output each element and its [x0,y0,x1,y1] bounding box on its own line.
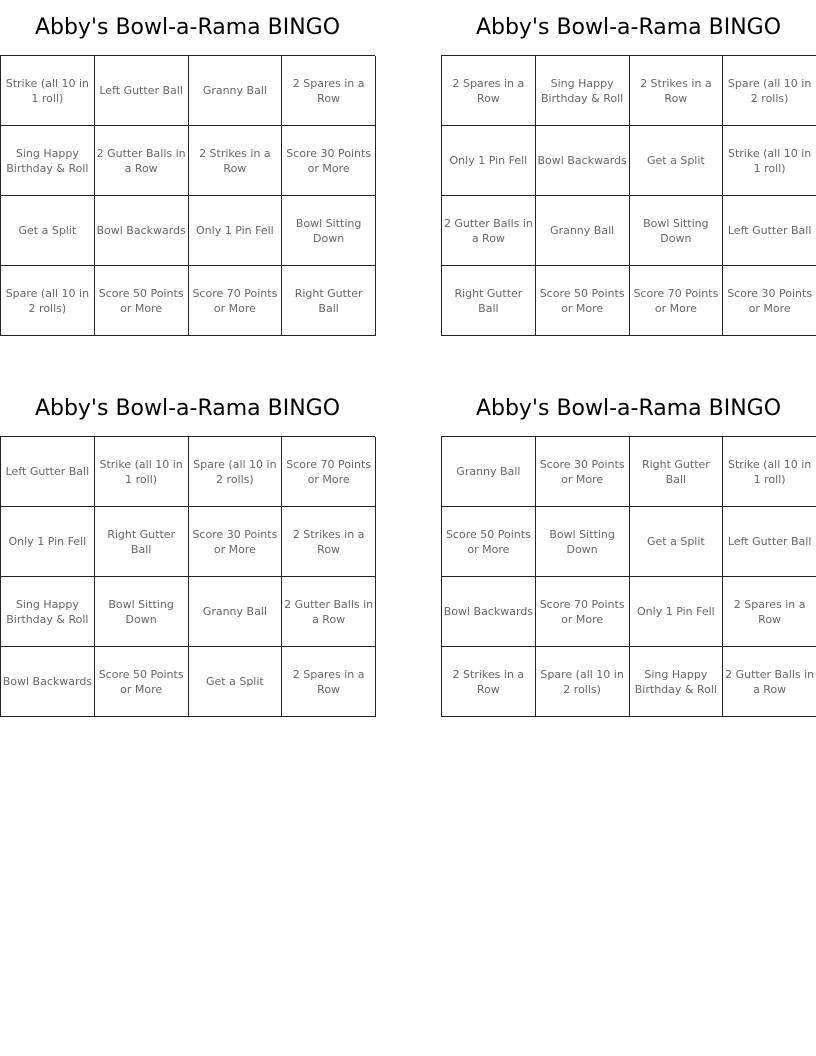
bingo-cell: Spare (all 10 in 2 rolls) [536,647,630,717]
bingo-cell: Get a Split [630,507,724,577]
bingo-cell: Score 50 Points or More [95,647,189,717]
bingo-cell: Strike (all 10 in 1 roll) [723,126,816,196]
bingo-cell: Bowl Backwards [442,577,536,647]
bingo-cell: Strike (all 10 in 1 roll) [95,437,189,507]
bingo-card-4 [441,381,816,717]
bingo-cell: Score 70 Points or More [630,266,724,336]
bingo-cell: Left Gutter Ball [723,196,816,266]
bingo-cell: Only 1 Pin Fell [630,577,724,647]
bingo-cell: Sing Happy Birthday & Roll [536,56,630,126]
bingo-grid [0,436,375,717]
bingo-cell: Right Gutter Ball [630,437,724,507]
bingo-cell: Left Gutter Ball [95,56,189,126]
bingo-cell: Spare (all 10 in 2 rolls) [189,437,283,507]
bingo-cell: Bowl Backwards [95,196,189,266]
bingo-cell: Left Gutter Ball [1,437,95,507]
bingo-cell: Score 30 Points or More [282,126,376,196]
bingo-cell: 2 Gutter Balls in a Row [723,647,816,717]
bingo-cell: 2 Strikes in a Row [442,647,536,717]
bingo-cell: Sing Happy Birthday & Roll [1,126,95,196]
bingo-cell: Granny Ball [189,577,283,647]
bingo-card-3 [0,381,375,717]
bingo-cell: Right Gutter Ball [442,266,536,336]
bingo-cell: 2 Spares in a Row [442,56,536,126]
bingo-cell: Score 50 Points or More [536,266,630,336]
bingo-cell: 2 Spares in a Row [723,577,816,647]
bingo-cell: Spare (all 10 in 2 rolls) [723,56,816,126]
bingo-cell: 2 Strikes in a Row [282,507,376,577]
bingo-cell: Left Gutter Ball [723,507,816,577]
bingo-grid [0,55,375,336]
bingo-card-1 [0,0,375,336]
card-title: Abby's Bowl-a-Rama BINGO [475,15,782,40]
bingo-card-2 [441,0,816,336]
bingo-cell: 2 Gutter Balls in a Row [282,577,376,647]
bingo-cell: Get a Split [630,126,724,196]
bingo-cell: Bowl Sitting Down [536,507,630,577]
bingo-grid [441,436,816,717]
bingo-cell: Only 1 Pin Fell [442,126,536,196]
card-title: Abby's Bowl-a-Rama BINGO [475,396,782,421]
bingo-cell: Granny Ball [189,56,283,126]
bingo-cell: 2 Spares in a Row [282,647,376,717]
bingo-cell: Strike (all 10 in 1 roll) [1,56,95,126]
bingo-cell: Score 30 Points or More [536,437,630,507]
bingo-cell: Only 1 Pin Fell [189,196,283,266]
bingo-cell: Right Gutter Ball [95,507,189,577]
bingo-cell: Get a Split [189,647,283,717]
bingo-cell: Strike (all 10 in 1 roll) [723,437,816,507]
bingo-cell: Bowl Backwards [1,647,95,717]
bingo-cell: 2 Strikes in a Row [189,126,283,196]
bingo-cell: Sing Happy Birthday & Roll [630,647,724,717]
bingo-cell: Score 70 Points or More [282,437,376,507]
bingo-cell: 2 Gutter Balls in a Row [442,196,536,266]
bingo-cell: Score 30 Points or More [189,507,283,577]
card-title: Abby's Bowl-a-Rama BINGO [34,15,341,40]
bingo-cell: Only 1 Pin Fell [1,507,95,577]
bingo-cell: Right Gutter Ball [282,266,376,336]
bingo-cell: Spare (all 10 in 2 rolls) [1,266,95,336]
bingo-cell: Get a Split [1,196,95,266]
bingo-cell: Score 70 Points or More [536,577,630,647]
bingo-cell: Score 50 Points or More [95,266,189,336]
bingo-cell: Bowl Sitting Down [282,196,376,266]
bingo-cell: Sing Happy Birthday & Roll [1,577,95,647]
bingo-cell: Bowl Backwards [536,126,630,196]
bingo-cell: 2 Gutter Balls in a Row [95,126,189,196]
card-title: Abby's Bowl-a-Rama BINGO [34,396,341,421]
bingo-cell: 2 Spares in a Row [282,56,376,126]
bingo-cell: Score 70 Points or More [189,266,283,336]
bingo-cell: Bowl Sitting Down [630,196,724,266]
bingo-cell: Bowl Sitting Down [95,577,189,647]
bingo-grid [441,55,816,336]
bingo-cell: 2 Strikes in a Row [630,56,724,126]
bingo-cell: Score 30 Points or More [723,266,816,336]
bingo-cell: Granny Ball [536,196,630,266]
bingo-cell: Score 50 Points or More [442,507,536,577]
bingo-cell: Granny Ball [442,437,536,507]
